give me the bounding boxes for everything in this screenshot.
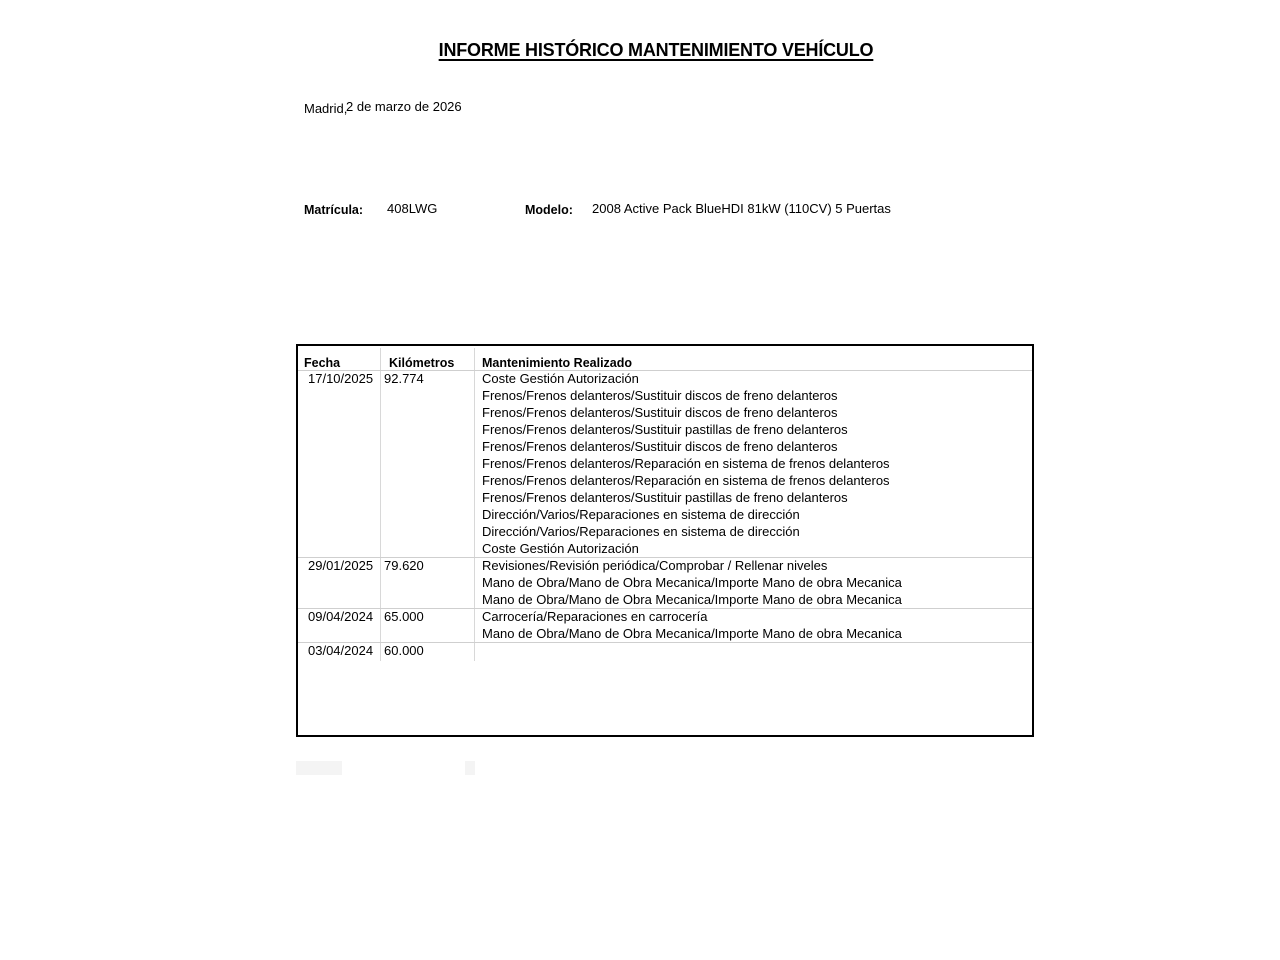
table-row bbox=[298, 557, 1032, 608]
maintenance-item: Frenos/Frenos delanteros/Sustituir pastillas de freno delanteros bbox=[482, 490, 848, 505]
header-fecha: Fecha bbox=[304, 356, 341, 370]
faint-mark-2 bbox=[465, 761, 475, 775]
model-value: 2008 Active Pack BlueHDI 81kW (110CV) 5 Puertas bbox=[592, 201, 891, 216]
city: Madrid, bbox=[304, 101, 348, 116]
row-date: 03/04/2024 bbox=[308, 643, 374, 658]
maintenance-item: Revisiones/Revisión periódica/Comprobar / Rellenar niveles bbox=[482, 558, 828, 573]
row-kilometers: 65.000 bbox=[384, 609, 424, 624]
report-title bbox=[0, 40, 1280, 61]
maintenance-item: Frenos/Frenos delanteros/Reparación en sistema de frenos delanteros bbox=[482, 473, 890, 488]
row-maintenance-items bbox=[482, 370, 890, 557]
row-kilometers: 60.000 bbox=[384, 643, 424, 658]
row-kilometers: 79.620 bbox=[384, 558, 424, 573]
maintenance-item: Frenos/Frenos delanteros/Sustituir discos de freno delanteros bbox=[482, 405, 838, 420]
plate-value: 408LWG bbox=[387, 201, 438, 216]
row-date: 09/04/2024 bbox=[308, 609, 374, 624]
report-title-text: INFORME HISTÓRICO MANTENIMIENTO VEHÍCULO bbox=[438, 40, 874, 60]
row-maintenance-items bbox=[482, 557, 902, 608]
maintenance-item: Dirección/Varios/Reparaciones en sistema de dirección bbox=[482, 507, 800, 522]
header-kilometros: Kilómetros bbox=[389, 356, 455, 370]
plate-label: Matrícula: bbox=[304, 203, 364, 217]
table-row bbox=[298, 642, 1032, 659]
maintenance-item: Mano de Obra/Mano de Obra Mecanica/Importe Mano de obra Mecanica bbox=[482, 592, 902, 607]
maintenance-item: Frenos/Frenos delanteros/Reparación en sistema de frenos delanteros bbox=[482, 456, 890, 471]
maintenance-item: Frenos/Frenos delanteros/Sustituir discos de freno delanteros bbox=[482, 439, 838, 454]
maintenance-table bbox=[296, 344, 1034, 737]
table-row bbox=[298, 608, 1032, 642]
maintenance-item: Dirección/Varios/Reparaciones en sistema de dirección bbox=[482, 524, 800, 539]
report-date: 2 de marzo de 2026 bbox=[346, 99, 462, 114]
model-label: Modelo: bbox=[525, 203, 573, 217]
maintenance-item: Mano de Obra/Mano de Obra Mecanica/Importe Mano de obra Mecanica bbox=[482, 626, 902, 641]
maintenance-item: Coste Gestión Autorización bbox=[482, 541, 639, 556]
header-mantenimiento: Mantenimiento Realizado bbox=[482, 356, 633, 370]
row-date: 29/01/2025 bbox=[308, 558, 374, 573]
row-maintenance-items bbox=[482, 608, 902, 642]
row-date: 17/10/2025 bbox=[308, 371, 374, 386]
faint-mark-1 bbox=[296, 761, 342, 775]
maintenance-item: Mano de Obra/Mano de Obra Mecanica/Importe Mano de obra Mecanica bbox=[482, 575, 902, 590]
row-kilometers: 92.774 bbox=[384, 371, 424, 386]
maintenance-item: Coste Gestión Autorización bbox=[482, 371, 639, 386]
table-row bbox=[298, 370, 1032, 557]
maintenance-item: Frenos/Frenos delanteros/Sustituir pastillas de freno delanteros bbox=[482, 422, 848, 437]
maintenance-item: Carrocería/Reparaciones en carrocería bbox=[482, 609, 708, 624]
maintenance-item: Frenos/Frenos delanteros/Sustituir discos de freno delanteros bbox=[482, 388, 838, 403]
